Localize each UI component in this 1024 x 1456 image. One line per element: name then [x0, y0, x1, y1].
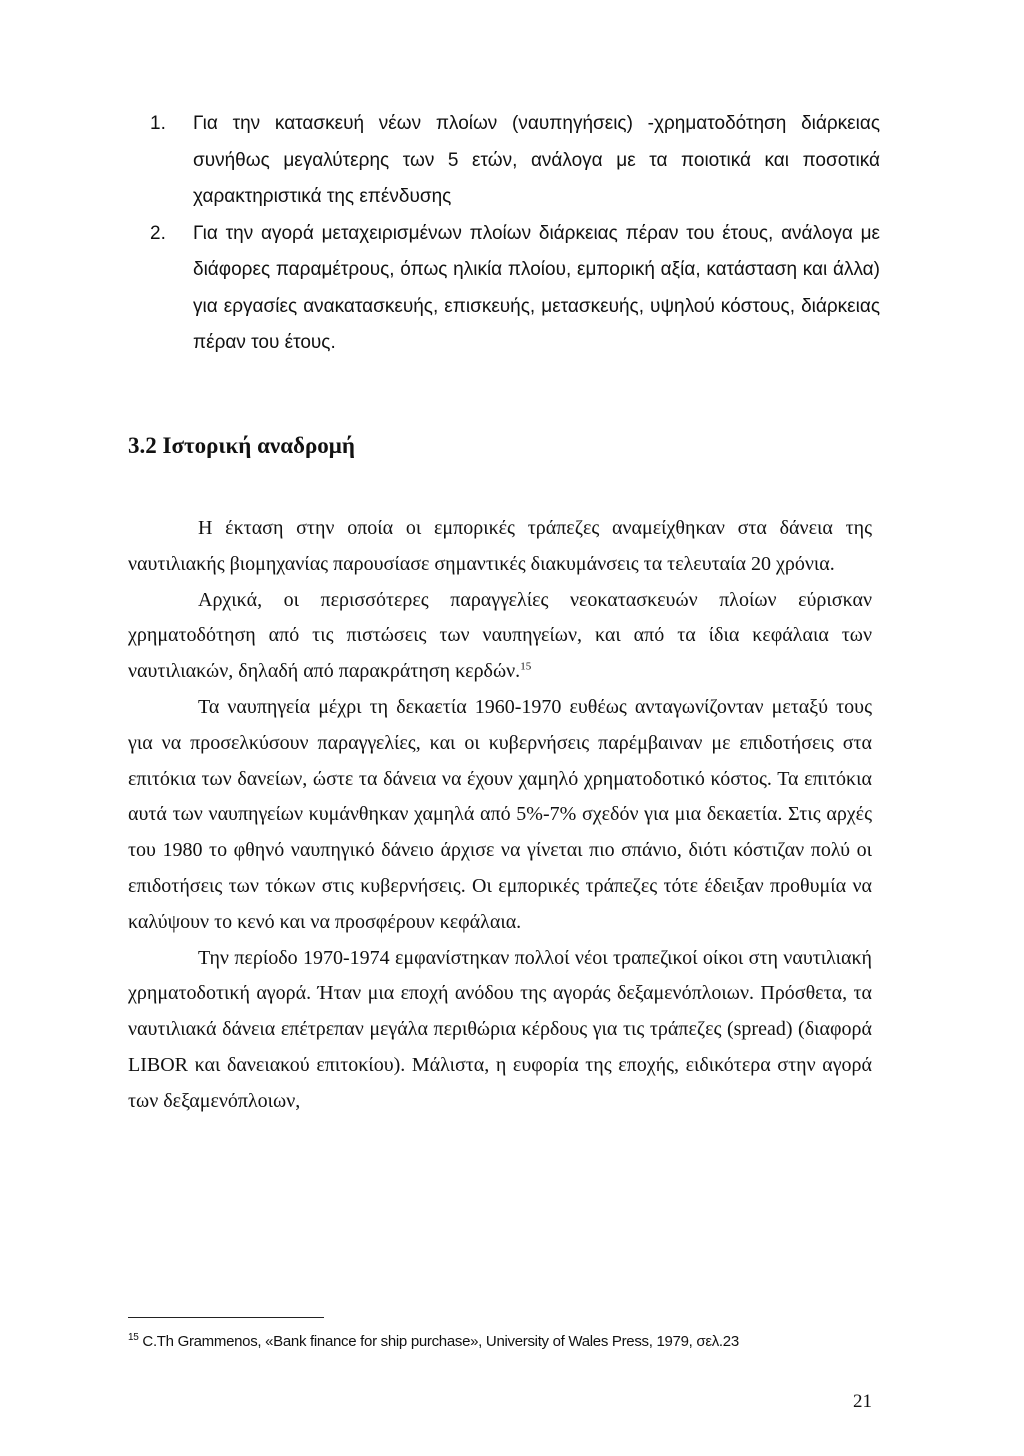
paragraph [128, 690, 872, 941]
footnote-divider [128, 1317, 324, 1318]
financing-types-list [150, 106, 880, 362]
paragraph [128, 511, 872, 583]
paragraph [128, 583, 872, 690]
paragraph-text: Η έκταση στην οποία οι εμπορικές τράπεζες αναμείχθηκαν στα δάνεια της ναυτιλιακής βιομηχανίας παρουσίασε σημαντικές διακυμάνσεις τα τελευταία 20 χρόνια. [128, 517, 872, 575]
section-heading: 3.2 Ιστορική αναδρομή [128, 433, 355, 458]
paragraph-text: Τα ναυπηγεία μέχρι τη δεκαετία 1960-1970 ευθέως ανταγωνίζονταν μεταξύ τους για να προσελκύσουν παραγγελίες, και οι κυβερνήσεις παρέμβαιναν με επιδοτήσεις στα επιτόκια των δανείων, ώστε τα δάνεια να έχουν χαμηλό χρηματοδοτικό κόστος. Τα επιτόκια αυτά των ναυπηγείων κυμάνθηκαν χαμηλά από 5%-7% σχεδόν για μια δεκαετία. Στις αρχές του 1980 το φθηνό ναυπηγικό δάνειο άρχισε να γίνεται πιο σπάνιο, διότι κόστιζαν πολύ οι επιδοτήσεις των τόκων στις κυβερνήσεις. Οι εμπορικές τράπεζες τότε έδειξαν προθυμία να καλύψουν το κενό και να προσφέρουν κεφάλαια. [128, 695, 872, 933]
footnote-mark: 15 [128, 1332, 139, 1343]
list-item-text: Για την αγορά μεταχειρισμένων πλοίων διάρκειας πέραν του έτους, ανάλογα με διάφορες παραμέτρους, όπως ηλικία πλοίου, εμπορική αξία, κατάσταση και άλλα) για εργασίες ανακατασκευής, επισκευής, μετασκευής, υψηλού κόστους, διάρκειας πέραν του έτους. [193, 222, 880, 353]
list-item [150, 106, 880, 216]
list-item-number: 1. [150, 113, 166, 134]
paragraph-text: Την περίοδο 1970-1974 εμφανίστηκαν πολλοί νέοι τραπεζικοί οίκοι στη ναυτιλιακή χρηματοδοτική αγορά. Ήταν μια εποχή ανόδου της αγοράς δεξαμενόπλοιων. Πρόσθετα, τα ναυτιλιακά δάνεια επέτρεπαν μεγάλα περιθώρια κέρδους για τις τράπεζες (spread) (διαφορά LIBOR και δανειακού επιτοκίου). Μάλιστα, η ευφορία της εποχής, ειδικότερα στην αγορά των δεξαμενόπλοιων, [128, 946, 872, 1112]
list-item-text: Για την κατασκευή νέων πλοίων (ναυπηγήσεις) -χρηματοδότηση διάρκειας συνήθως μεγαλύτερης των 5 ετών, ανάλογα με τα ποιοτικά και ποσοτικά χαρακτηριστικά της επένδυσης [193, 113, 880, 207]
footnote [128, 1330, 872, 1354]
footnote-reference[interactable]: 15 [520, 660, 532, 673]
list-item [150, 216, 880, 362]
paragraph [128, 941, 872, 1120]
page-number: 21 [853, 1391, 872, 1412]
paragraph-text: Αρχικά, οι περισσότερες παραγγελίες νεοκατασκευών πλοίων εύρισκαν χρηματοδότηση από τις πιστώσεις των ναυπηγείων, και από τα ίδια κεφάλαια των ναυτιλιακών, δηλαδή από παρακράτηση κερδών. [128, 588, 872, 683]
list-item-number: 2. [150, 222, 166, 244]
body-text [128, 511, 872, 1120]
footnote-text: C.Th Grammenos, «Bank finance for ship purchase», University of Wales Press, 1979, σελ.23 [142, 1333, 739, 1350]
